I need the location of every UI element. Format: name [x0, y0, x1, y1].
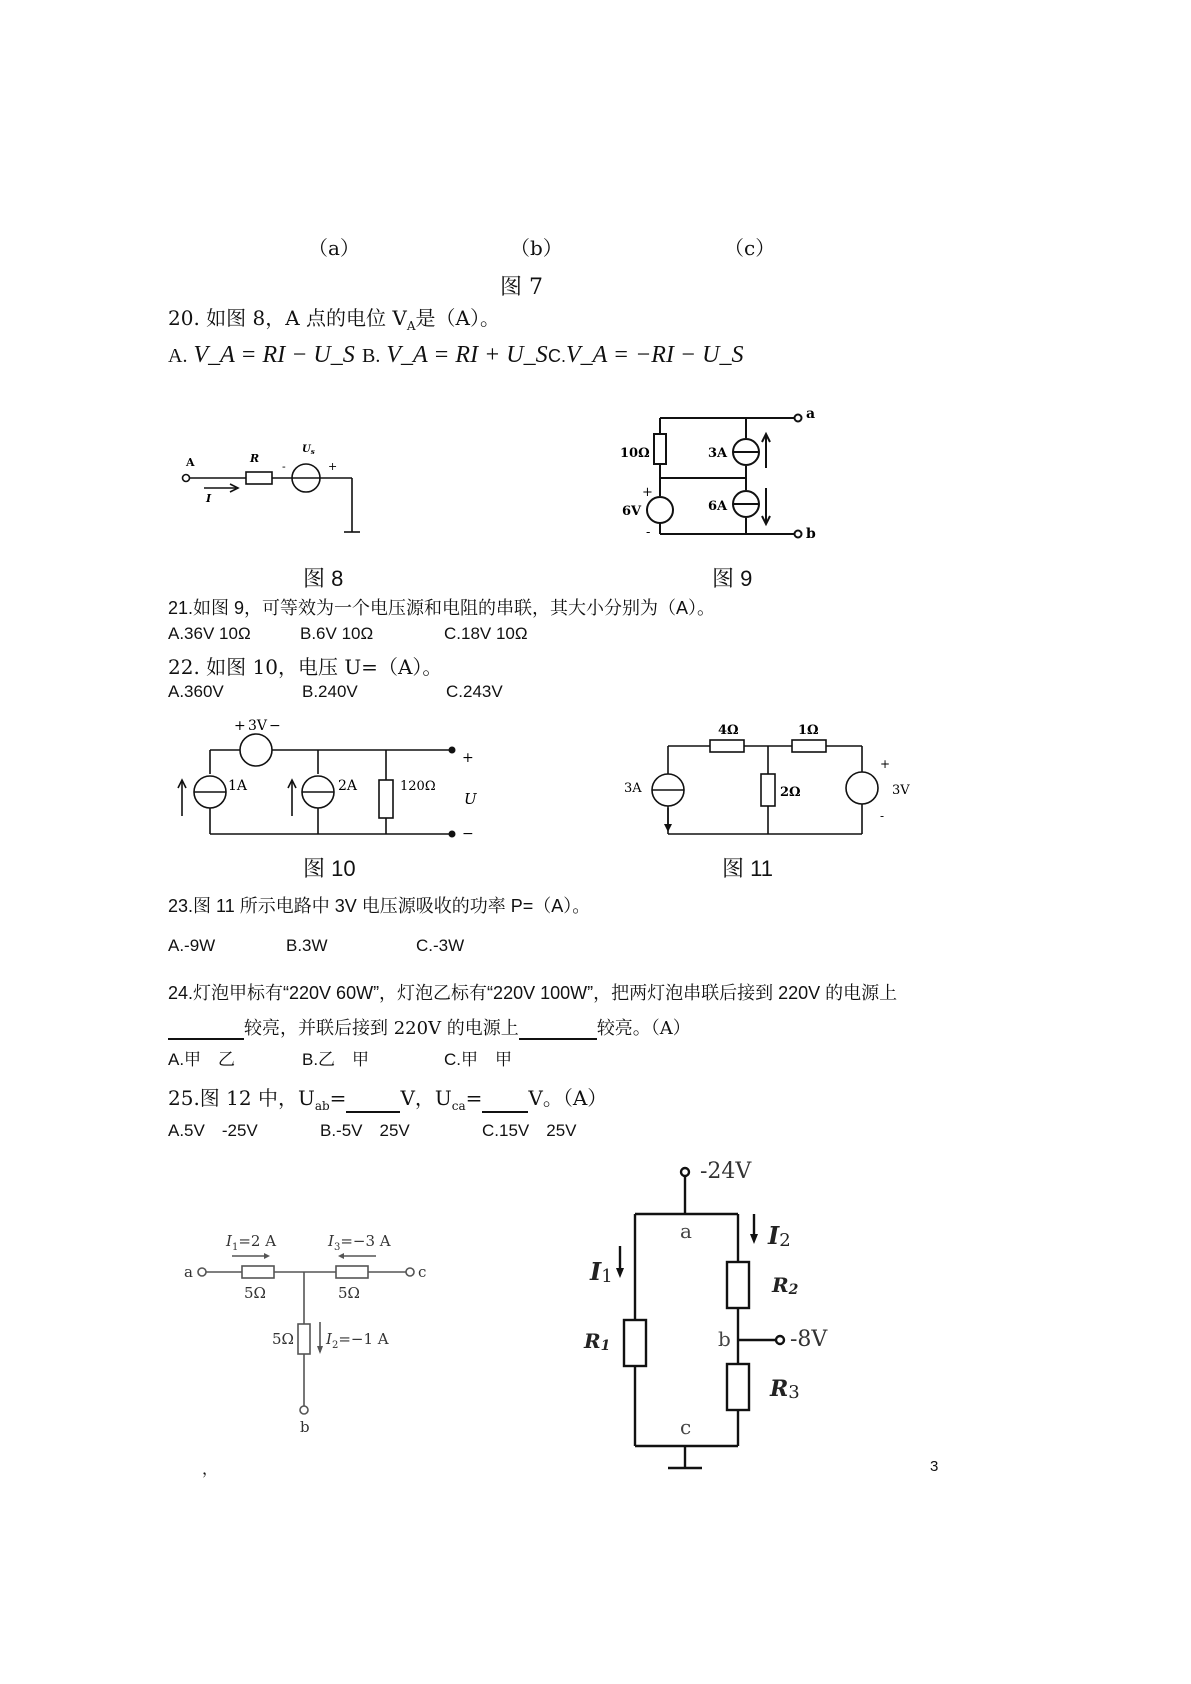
fig11-caption: 图 11 — [722, 856, 773, 881]
fig10-res: 120Ω — [400, 779, 436, 794]
fig9-caption: 图 9 — [712, 566, 753, 591]
fig10-cs2: 2A — [338, 778, 358, 794]
q20-text: 20. 如图 8，A 点的电位 V — [168, 306, 407, 330]
q24-blank-2[interactable] — [519, 1020, 597, 1040]
fig12a-node-a: a — [184, 1263, 193, 1281]
fig9-vsrc: 6V — [622, 504, 642, 519]
q22-opt-a: A.360V — [168, 682, 224, 701]
q21-opt-c: C.18V 10Ω — [444, 624, 528, 643]
q25-blank-2[interactable] — [482, 1093, 528, 1113]
q20-opt-a: V_A = RI − U_S — [193, 342, 355, 368]
footer-mark: ， — [202, 1459, 219, 1478]
fig11-minus: - — [880, 809, 885, 823]
figure-9-diagram — [616, 404, 816, 544]
fig9-res: 10Ω — [620, 446, 650, 461]
fig12b-node-b: b — [718, 1327, 731, 1351]
q22-text: 22. 如图 10，电压 U=（A）。 — [168, 655, 443, 679]
fig8-src-us: $U_s$ — [302, 444, 315, 456]
fig11-r3: 2Ω — [780, 785, 801, 800]
fig8-minus: - — [282, 460, 286, 473]
fig10-vsrc: 3V — [248, 718, 268, 734]
fig12b-i2: I2 — [768, 1221, 791, 1251]
fig10-vsrc-plus: + — [234, 718, 246, 734]
fig8-res-r: R — [250, 452, 260, 465]
fig10-minus: − — [462, 826, 474, 842]
fig10-cs1: 1A — [228, 778, 248, 794]
fig12a-node-c: c — [418, 1263, 427, 1281]
fig12a-i3: $I_3=-3$ A — [328, 1232, 391, 1253]
figure-8-diagram — [180, 440, 380, 560]
fig9-node-a: a — [806, 406, 816, 422]
fig11-plus: + — [880, 757, 891, 771]
fig11-vs: 3V — [892, 783, 910, 798]
fig12a-i1: $I_1=2$ A — [226, 1232, 277, 1253]
fig8-caption: 图 8 — [303, 566, 344, 591]
q23-opt-c: C.-3W — [416, 936, 465, 955]
fig12b-r1: R1 — [584, 1329, 611, 1354]
q25-sub-ca: ca — [451, 1099, 466, 1113]
fig12b-node-a: a — [680, 1219, 692, 1243]
q20-opt-c-label: C. — [548, 346, 566, 366]
q24-line2-b: 较亮。（A） — [596, 1018, 691, 1039]
fig7-caption: 图 7 — [500, 275, 543, 300]
fig10-plus: + — [462, 750, 474, 766]
fig7-sub-c: （c） — [724, 236, 776, 260]
q21-opt-b: B.6V 10Ω — [300, 624, 374, 643]
fig12b-r3: R3 — [770, 1376, 800, 1403]
fig8-node-a: A — [186, 456, 195, 469]
fig7-sub-b: （b） — [510, 236, 563, 260]
q24-line2-a: 较亮，并联后接到 220V 的电源上 — [244, 1018, 519, 1039]
q25-sub-ab: ab — [314, 1099, 330, 1113]
fig12b-v-mid: -8V — [790, 1327, 828, 1352]
q22-opt-c: C.243V — [446, 682, 503, 701]
fig10-caption: 图 10 — [303, 856, 356, 881]
q24-line2 — [168, 1014, 691, 1040]
q20-question — [168, 302, 500, 333]
q25-text — [168, 1082, 607, 1113]
q24-opt-c: C.甲 甲 — [444, 1050, 512, 1069]
q20-option-c — [548, 342, 743, 369]
fig12a-r2: 5Ω — [338, 1284, 360, 1302]
fig12a-node-b: b — [300, 1418, 310, 1436]
q20-opt-c: V_A = −RI − U_S — [566, 342, 744, 368]
q25-text-a: 25.图 12 中，U — [168, 1086, 315, 1110]
fig12a-r3: 5Ω — [272, 1330, 294, 1348]
q25-opt-b: B.-5V 25V — [320, 1121, 410, 1140]
q25-blank-1[interactable] — [346, 1093, 400, 1113]
figure-12-right-diagram — [580, 1152, 880, 1482]
q24-opt-a: A.甲 乙 — [168, 1050, 236, 1069]
fig11-r2: 1Ω — [798, 723, 819, 738]
q25-eq2: = — [465, 1086, 483, 1110]
q20-tail: 是（A）。 — [415, 306, 500, 330]
q23-text: 23.图 11 所示电路中 3V 电压源吸收的功率 P=（A）。 — [168, 896, 591, 916]
q21-opt-a: A.36V 10Ω — [168, 624, 251, 643]
q25-opt-c: C.15V 25V — [482, 1121, 577, 1140]
q20-opt-b-label: B. — [362, 345, 381, 367]
fig9-minus: - — [646, 525, 651, 540]
fig12a-r1: 5Ω — [244, 1284, 266, 1302]
q23-opt-b: B.3W — [286, 936, 328, 955]
fig10-vsrc-minus: − — [269, 718, 281, 734]
fig9-plus: + — [642, 485, 653, 500]
fig12a-i2: $I_2=-1$ A — [326, 1330, 389, 1351]
q23-opt-a: A.-9W — [168, 936, 216, 955]
q25-opt-a: A.5V -25V — [168, 1121, 258, 1140]
q24-blank-1[interactable] — [168, 1020, 244, 1040]
fig9-cs1: 3A — [708, 446, 728, 461]
q20-sub: A — [406, 319, 416, 333]
q20-option-b — [362, 342, 548, 369]
q25-eq1: = — [329, 1086, 347, 1110]
fig12b-i1: I1 — [590, 1257, 613, 1287]
figure-11-diagram — [618, 716, 918, 846]
fig12b-v-top: -24V — [700, 1159, 752, 1184]
fig8-plus: + — [328, 460, 338, 473]
fig10-out-u: U — [464, 790, 477, 808]
fig9-cs2: 6A — [708, 499, 728, 514]
q20-option-a — [168, 342, 355, 369]
page-number: 3 — [930, 1458, 939, 1475]
q22-opt-b: B.240V — [302, 682, 358, 701]
figure-12-left-diagram — [180, 1222, 460, 1442]
figure-10-diagram — [168, 716, 488, 846]
fig11-r1: 4Ω — [718, 723, 739, 738]
fig12b-r2: R2 — [772, 1273, 799, 1298]
q21-text: 21.如图 9，可等效为一个电压源和电阻的串联，其大小分别为（A）。 — [168, 598, 716, 618]
fig8-cur-i: I — [206, 492, 212, 505]
fig7-sub-a: （a） — [308, 236, 360, 260]
q24-opt-b: B.乙 甲 — [302, 1050, 370, 1069]
q20-opt-a-label: A. — [168, 345, 188, 367]
q24-line1: 24.灯泡甲标有“220V 60W”，灯泡乙标有“220V 100W”，把两灯泡串联后接到 220V 的电源上 — [168, 983, 898, 1003]
fig12b-node-c: c — [680, 1415, 692, 1439]
q20-opt-b: V_A = RI + U_S — [386, 342, 548, 368]
q25-unit2: V。（A） — [528, 1086, 608, 1110]
fig9-node-b: b — [806, 526, 816, 542]
fig11-cs: 3A — [624, 781, 642, 796]
q25-unit1: V，U — [400, 1086, 452, 1110]
